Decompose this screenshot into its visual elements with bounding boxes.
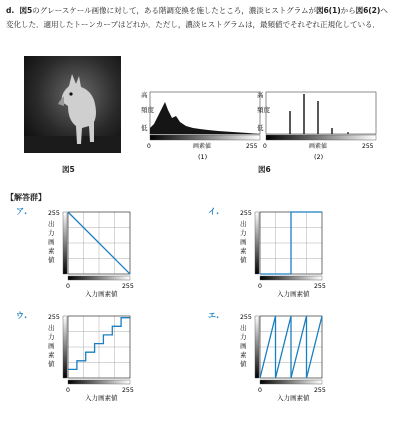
- horizontal-gradient-bar: [260, 276, 322, 280]
- ylabel-char: 力: [240, 333, 247, 341]
- question-seg-4: 図6(2): [355, 6, 381, 15]
- vertical-gradient-bar: [255, 316, 259, 378]
- answers-heading: 【解答群】: [6, 193, 46, 202]
- ylabel-char: 画: [240, 342, 247, 350]
- tick-255-x: 255: [122, 387, 134, 394]
- vertical-gradient-bar: [255, 212, 259, 274]
- ylabel-char: 力: [48, 229, 55, 237]
- answer-option-3[interactable]: [198, 306, 394, 406]
- ylabel-char: 値: [240, 360, 247, 368]
- tick-0: 0: [66, 283, 70, 290]
- fig6-1-ylabel-freq: 頻度: [141, 106, 154, 114]
- fig6-1-panel-label: (1): [198, 153, 208, 161]
- tick-255-y: 255: [240, 314, 252, 321]
- tick-255-x: 255: [314, 387, 326, 394]
- fig6-2-xmax: 255: [362, 143, 374, 150]
- fig6-1-histogram-area: [150, 102, 260, 134]
- question-label: d.: [6, 6, 15, 15]
- ylabel-char: 力: [48, 333, 55, 341]
- option-label: ア.: [16, 207, 28, 216]
- tick-255-y: 255: [48, 210, 60, 217]
- vertical-gradient-bar: [63, 212, 67, 274]
- tick-0: 0: [66, 387, 70, 394]
- option-label: イ.: [208, 207, 220, 216]
- figure5-caption: 図5: [62, 165, 75, 174]
- tick-255-x: 255: [122, 283, 134, 290]
- ylabel-char: 出: [240, 220, 247, 228]
- figure6-histogram-2: [254, 86, 384, 164]
- tick-0: 0: [258, 283, 262, 290]
- ylabel-char: 素: [48, 351, 55, 359]
- fig6-2-xmin: 0: [263, 143, 267, 150]
- xlabel: 入力画素値: [85, 290, 118, 298]
- tick-255-x: 255: [314, 283, 326, 290]
- question-seg-0: 図5: [19, 6, 33, 15]
- xlabel: 入力画素値: [277, 394, 310, 402]
- answer-option-2[interactable]: [6, 306, 202, 406]
- question-seg-2: 図6(1): [316, 6, 341, 15]
- ylabel-char: 値: [48, 256, 55, 264]
- fig6-2-panel-label: (2): [314, 153, 324, 161]
- ylabel-char: 素: [240, 351, 247, 359]
- answer-option-1[interactable]: [198, 202, 394, 302]
- fig6-1-xmin: 0: [147, 143, 151, 150]
- ylabel-char: 出: [48, 324, 55, 332]
- ylabel-char: 値: [48, 360, 55, 368]
- ylabel-char: 画: [48, 238, 55, 246]
- option-label: エ.: [208, 311, 220, 320]
- ylabel-char: 素: [240, 247, 247, 255]
- question-seg-3: から: [340, 6, 356, 15]
- figure6-histogram-1: [138, 86, 268, 164]
- tick-255-y: 255: [240, 210, 252, 217]
- ylabel-char: 画: [240, 238, 247, 246]
- ylabel-char: 出: [48, 220, 55, 228]
- horizontal-gradient-bar: [68, 380, 130, 384]
- fig6-1-ylabel-low: 低: [141, 124, 148, 132]
- answer-option-0[interactable]: [6, 202, 202, 302]
- question-seg-5: へ変化した．適用したトーンカーブはどれか．ただし，濃淡ヒストグラムは，最頻値でそれぞれ正規化している．: [6, 6, 388, 29]
- ylabel-char: 力: [240, 229, 247, 237]
- figure5-image: [24, 56, 121, 153]
- fig6-1-ylabel-high: 高: [141, 91, 148, 99]
- ylabel-char: 画: [48, 342, 55, 350]
- question-seg-1: のグレースケール画像に対して，ある階調変換を施したところ，濃淡ヒストグラムが: [32, 6, 316, 15]
- ylabel-char: 出: [240, 324, 247, 332]
- xlabel: 入力画素値: [85, 394, 118, 402]
- fig6-2-ylabel-freq: 頻度: [257, 106, 270, 114]
- tick-255-y: 255: [48, 314, 60, 321]
- horizontal-gradient-bar: [260, 380, 322, 384]
- fig6-1-xmax: 255: [246, 143, 258, 150]
- ylabel-char: 値: [240, 256, 247, 264]
- ylabel-char: 素: [48, 247, 55, 255]
- horizontal-gradient-bar: [68, 276, 130, 280]
- tick-0: 0: [258, 387, 262, 394]
- vertical-gradient-bar: [63, 316, 67, 378]
- fig6-2-ylabel-high: 高: [257, 91, 264, 99]
- fig6-2-xlabel: 画素値: [309, 143, 328, 150]
- fig6-2-ylabel-low: 低: [257, 124, 264, 132]
- fig6-1-xlabel: 画素値: [193, 143, 212, 150]
- option-label: ウ.: [16, 311, 28, 320]
- question-text: [6, 4, 394, 32]
- xlabel: 入力画素値: [277, 290, 310, 298]
- figure6-caption: 図6: [258, 165, 271, 174]
